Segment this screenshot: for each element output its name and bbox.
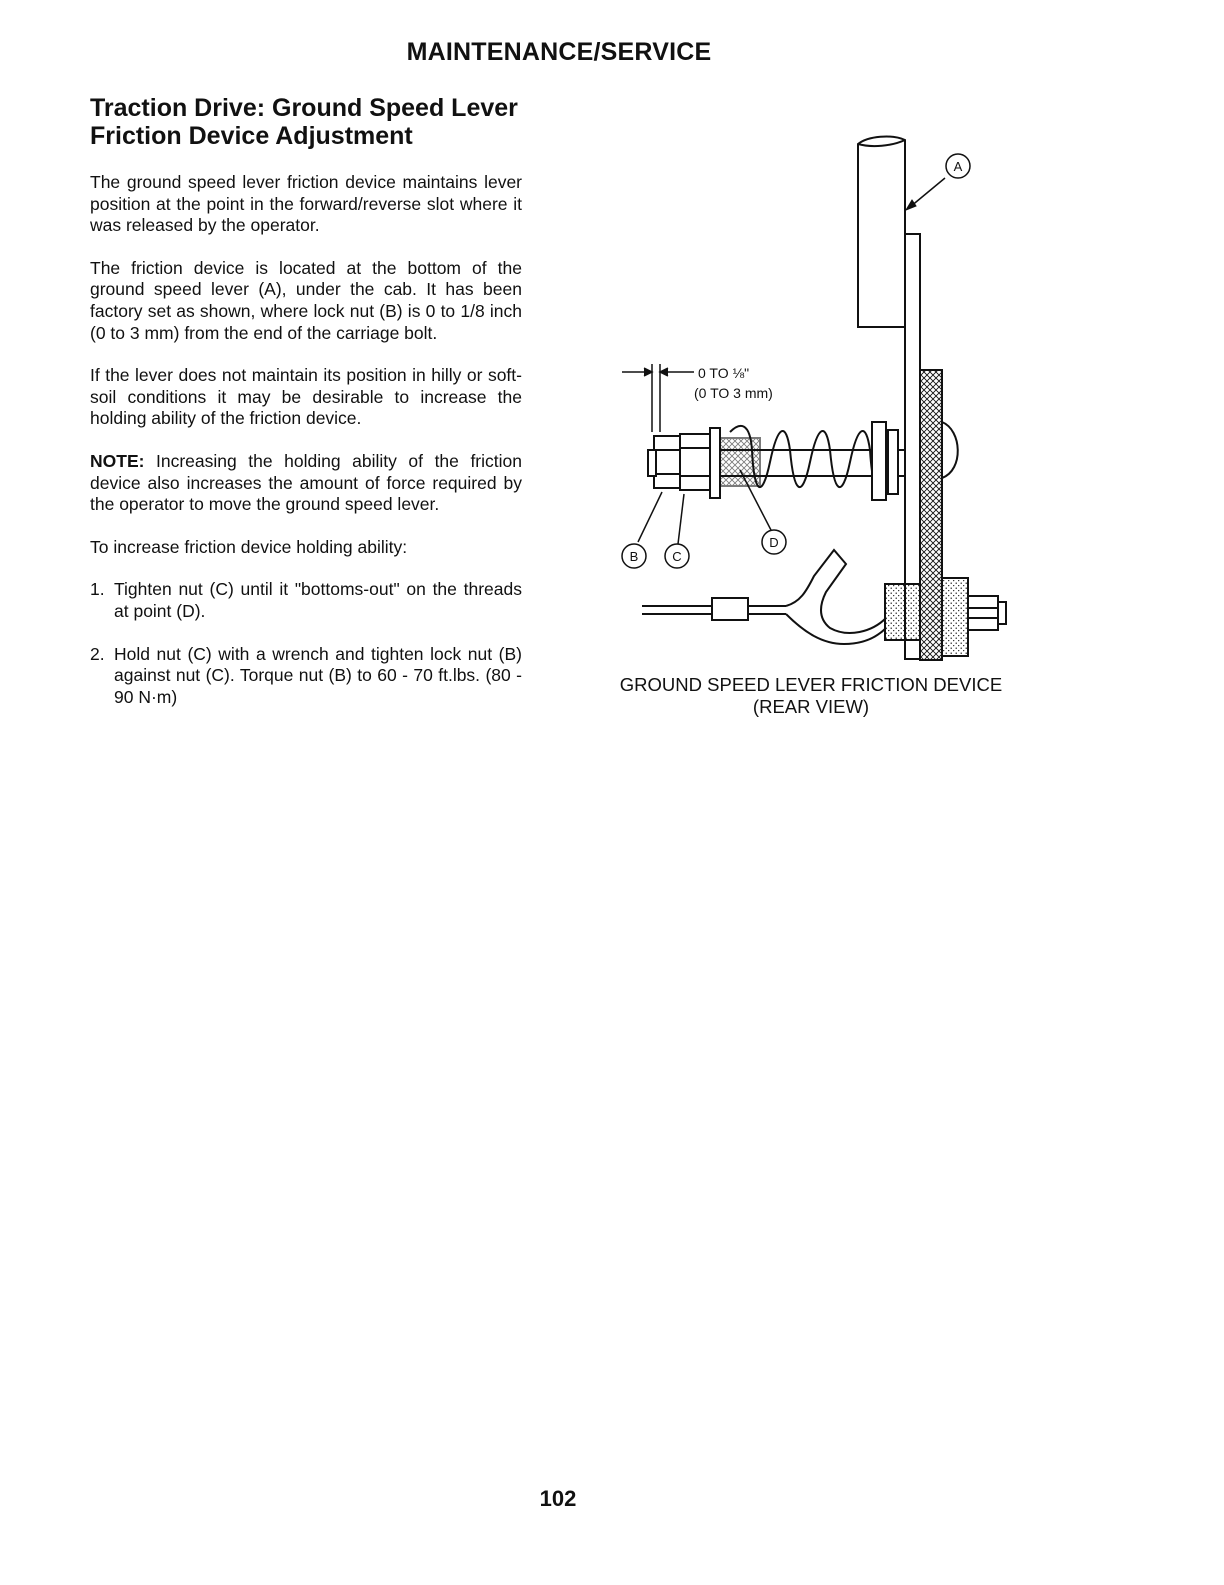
procedure-step bbox=[90, 579, 522, 622]
leader-a bbox=[910, 178, 945, 207]
figure-caption bbox=[580, 674, 1042, 718]
paragraph-purpose: The ground speed lever friction device maintains lever position at the point in the forward/reverse slot where it was released by the operator. bbox=[90, 172, 522, 236]
paragraph-location: The friction device is located at the bottom of the ground speed lever (A), under the cab. It has been factory set as shown, where lock nut (B) is 0 to 1/8 inch (0 to 3 mm) from the end of the carriage bolt. bbox=[90, 257, 522, 343]
lever-shape bbox=[858, 137, 905, 327]
nut-c-shape bbox=[680, 434, 710, 490]
friction-device-diagram bbox=[600, 132, 1030, 672]
figure-caption-line-1: GROUND SPEED LEVER FRICTION DEVICE bbox=[619, 674, 1003, 695]
figure-caption-line-2: (REAR VIEW) bbox=[752, 696, 870, 717]
lower-nut bbox=[968, 596, 998, 630]
page-header: MAINTENANCE/SERVICE bbox=[406, 38, 712, 66]
section-title-line-2: Friction Device Adjustment bbox=[90, 122, 413, 150]
step-text: Tighten nut (C) until it "bottoms-out" on the threads at point (D). bbox=[114, 579, 522, 621]
body-text-column bbox=[90, 172, 522, 729]
dimension-label-metric: (0 TO 3 mm) bbox=[694, 385, 773, 401]
lock-nut-b-shape bbox=[654, 436, 680, 488]
note-label: NOTE: bbox=[90, 450, 145, 471]
nut-washer bbox=[710, 428, 720, 498]
dimension-label-imperial: 0 TO ⅛" bbox=[698, 365, 750, 381]
note-text: Increasing the holding ability of the friction device also increases the amount of force required by the operator to move the ground speed lever. bbox=[90, 450, 522, 515]
dimension-marker bbox=[622, 364, 694, 432]
step-text: Hold nut (C) with a wrench and tighten lock nut (B) against nut (C). Torque nut (B) to 60 - 70 ft.lbs. (80 - 90 N·m) bbox=[114, 643, 522, 707]
rubber-spacer bbox=[942, 578, 968, 656]
step-number: 1. bbox=[90, 579, 105, 600]
step-number: 2. bbox=[90, 643, 105, 664]
plate-washer bbox=[888, 430, 898, 494]
diagram-svg bbox=[600, 132, 1030, 672]
inner-sleeve bbox=[720, 438, 760, 486]
procedure-intro: To increase friction device holding ability: bbox=[90, 536, 408, 557]
callout-b: B bbox=[629, 549, 639, 564]
section-title bbox=[90, 94, 560, 150]
page-number: 102 bbox=[539, 1486, 577, 1511]
friction-pad-strip bbox=[920, 370, 942, 660]
spring-washer bbox=[872, 422, 886, 500]
leader-b bbox=[638, 492, 662, 542]
callout-d: D bbox=[769, 535, 779, 550]
note-paragraph bbox=[90, 451, 522, 516]
leader-c bbox=[678, 494, 684, 544]
procedure-step bbox=[90, 644, 522, 709]
callout-a: A bbox=[953, 159, 963, 174]
callout-c: C bbox=[672, 549, 682, 564]
rubber-block bbox=[885, 584, 920, 640]
bolt-head bbox=[942, 422, 958, 478]
procedure-steps bbox=[90, 579, 522, 708]
bolt-end bbox=[648, 450, 656, 476]
section-title-line-1: Traction Drive: Ground Speed Lever bbox=[90, 94, 518, 122]
paragraph-condition: If the lever does not maintain its position in hilly or soft-soil conditions it may be desirable to increase the holding ability of the friction device. bbox=[90, 365, 522, 429]
